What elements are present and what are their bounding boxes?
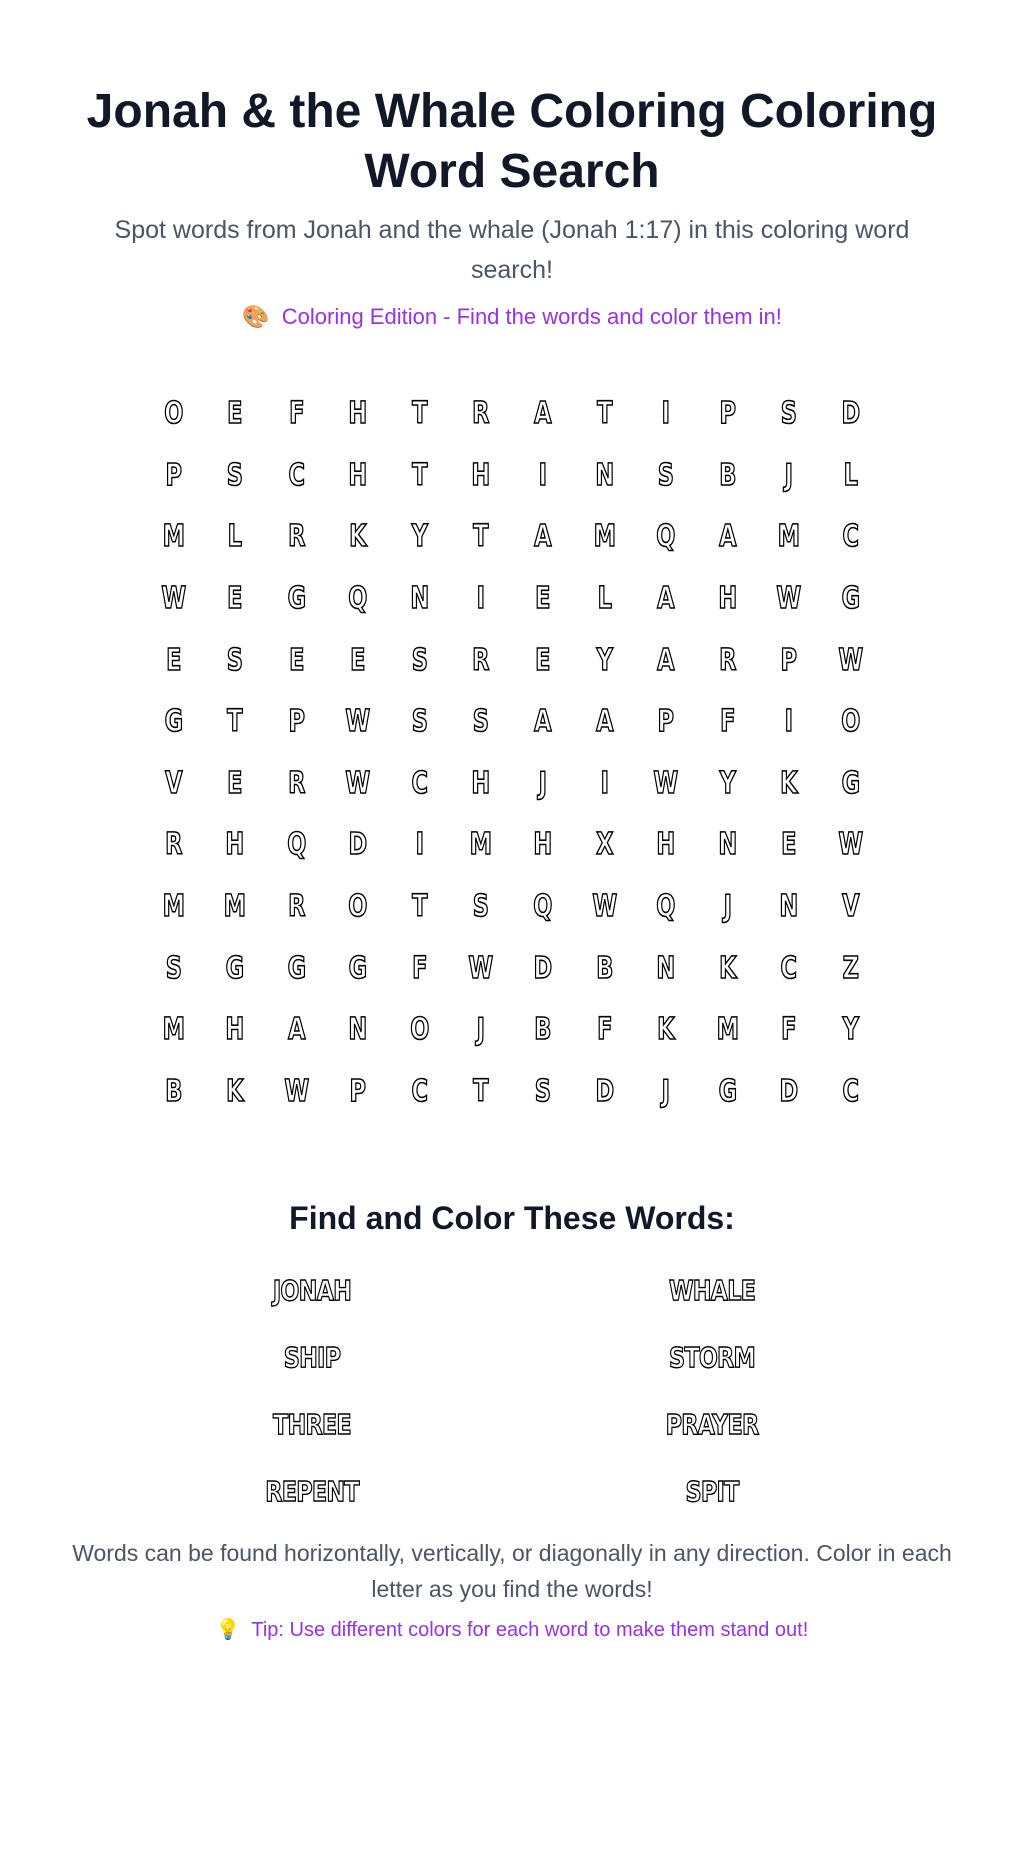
grid-cell[interactable]: I: [538, 457, 548, 493]
grid-cell[interactable]: D: [348, 827, 368, 863]
grid-cell[interactable]: P: [657, 704, 675, 740]
grid-cell[interactable]: S: [411, 642, 428, 678]
grid-cell[interactable]: F: [719, 704, 736, 740]
grid-cell[interactable]: C: [411, 1073, 428, 1109]
grid-cell[interactable]: H: [471, 457, 491, 493]
grid-cell[interactable]: M: [778, 519, 801, 555]
grid-cell[interactable]: E: [781, 827, 797, 863]
grid-cell[interactable]: B: [164, 1073, 182, 1109]
grid-cell[interactable]: Q: [533, 889, 553, 925]
grid-cell[interactable]: T: [473, 519, 489, 555]
grid-cell[interactable]: G: [718, 1073, 737, 1109]
grid-cell[interactable]: O: [163, 396, 183, 432]
grid-cell[interactable]: W: [284, 1073, 309, 1109]
grid-cell[interactable]: W: [838, 827, 864, 863]
grid-cell[interactable]: D: [595, 1073, 614, 1109]
grid-cell[interactable]: O: [410, 1012, 430, 1048]
grid-cell[interactable]: M: [223, 889, 247, 925]
word-item: THREE: [273, 1408, 351, 1442]
grid-cell[interactable]: S: [411, 704, 428, 740]
grid-cell[interactable]: W: [345, 704, 371, 740]
grid-cell[interactable]: D: [779, 1073, 799, 1109]
grid-cell[interactable]: Y: [719, 765, 736, 801]
grid-cell[interactable]: M: [162, 889, 185, 925]
grid-cell[interactable]: N: [779, 889, 799, 925]
grid-cell[interactable]: A: [534, 396, 552, 432]
edition-text: Coloring Edition - Find the words and color them in!: [281, 304, 782, 329]
grid-cell[interactable]: V: [164, 765, 183, 801]
grid-cell[interactable]: A: [595, 704, 614, 740]
grid-cell[interactable]: P: [165, 457, 182, 493]
grid-cell[interactable]: G: [287, 950, 306, 986]
grid-cell[interactable]: R: [287, 765, 306, 801]
grid-cell[interactable]: S: [473, 704, 490, 740]
grid-cell[interactable]: F: [411, 950, 428, 986]
grid-cell[interactable]: Y: [411, 519, 428, 555]
palette-icon: 🎨: [242, 304, 270, 329]
grid-cell[interactable]: A: [534, 519, 552, 555]
grid-cell[interactable]: P: [349, 1073, 367, 1109]
grid-cell[interactable]: F: [596, 1012, 613, 1048]
grid-cell[interactable]: Y: [842, 1012, 859, 1048]
grid-cell[interactable]: N: [348, 1012, 368, 1048]
word-item: SHIP: [283, 1341, 341, 1375]
grid-cell[interactable]: B: [719, 457, 737, 493]
page-title: Jonah & the Whale Coloring Coloring Word Search: [86, 85, 938, 198]
page: [62, 82, 962, 1642]
word-item: PRAYER: [665, 1408, 759, 1442]
word-list-title: Find and Color These Words:: [289, 1200, 735, 1237]
grid-cell[interactable]: W: [160, 581, 186, 617]
grid-cell[interactable]: H: [533, 827, 553, 863]
grid-cell[interactable]: H: [225, 827, 245, 863]
grid-cell[interactable]: C: [842, 519, 860, 555]
grid-cell[interactable]: D: [533, 950, 553, 986]
grid-cell[interactable]: T: [411, 889, 428, 925]
grid-cell[interactable]: A: [657, 581, 675, 617]
grid-cell[interactable]: W: [776, 581, 802, 617]
grid-cell[interactable]: Q: [656, 889, 676, 925]
grid-cell[interactable]: I: [415, 827, 424, 863]
grid-cell[interactable]: C: [780, 950, 798, 986]
grid-cell[interactable]: O: [348, 889, 368, 925]
grid-cell[interactable]: E: [227, 765, 243, 801]
instructions: Words can be found horizontally, vertically, or diagonally in any direction. Color in each letter as you find the words!: [72, 1540, 952, 1603]
grid-cell[interactable]: G: [225, 950, 245, 986]
grid-cell[interactable]: S: [781, 396, 798, 432]
grid-cell[interactable]: Q: [656, 519, 676, 555]
grid-cell[interactable]: G: [287, 581, 306, 617]
grid-cell[interactable]: B: [534, 1012, 552, 1048]
grid-cell[interactable]: T: [227, 704, 243, 740]
edition-banner: [62, 304, 962, 330]
grid-cell[interactable]: T: [411, 457, 428, 493]
tip-text: Tip: Use different colors for each word to make them stand out!: [251, 1619, 809, 1642]
grid-cell[interactable]: K: [780, 765, 798, 801]
grid-cell[interactable]: W: [653, 765, 679, 801]
grid-cell[interactable]: B: [595, 950, 614, 986]
grid-cell[interactable]: E: [535, 642, 551, 678]
grid-cell[interactable]: E: [165, 642, 181, 678]
grid-cell[interactable]: M: [162, 519, 185, 555]
grid-cell[interactable]: G: [841, 581, 861, 617]
grid-cell[interactable]: N: [410, 581, 430, 617]
word-item: REPENT: [265, 1475, 359, 1509]
grid-cell[interactable]: J: [785, 457, 794, 493]
page-subtitle: Spot words from Jonah and the whale (Jonah 1:17) in this coloring word search!: [114, 216, 910, 284]
grid-cell[interactable]: W: [345, 765, 371, 801]
grid-cell[interactable]: H: [225, 1012, 245, 1048]
grid-cell[interactable]: R: [472, 642, 490, 678]
grid-cell[interactable]: R: [472, 396, 490, 432]
grid-cell[interactable]: I: [600, 765, 609, 801]
grid-cell[interactable]: I: [477, 581, 486, 617]
grid-cell[interactable]: O: [841, 704, 861, 740]
grid-cell[interactable]: R: [164, 827, 182, 863]
grid-cell[interactable]: H: [348, 457, 368, 493]
grid-cell[interactable]: J: [477, 1012, 486, 1048]
grid-cell[interactable]: V: [842, 889, 860, 925]
grid-cell[interactable]: N: [595, 457, 614, 493]
grid-cell[interactable]: F: [781, 1012, 797, 1048]
grid-cell[interactable]: R: [287, 889, 306, 925]
word-list: [62, 1257, 962, 1525]
grid-cell[interactable]: P: [780, 642, 798, 678]
grid-cell[interactable]: Z: [842, 950, 859, 986]
grid-cell[interactable]: L: [597, 581, 612, 617]
grid-cell[interactable]: M: [470, 827, 493, 863]
grid-cell[interactable]: T: [596, 396, 613, 432]
grid-cell[interactable]: E: [288, 642, 305, 678]
grid-cell[interactable]: A: [287, 1012, 306, 1048]
grid-cell[interactable]: S: [165, 950, 182, 986]
grid-cell[interactable]: G: [164, 704, 183, 740]
grid-cell[interactable]: M: [716, 1012, 739, 1048]
grid-cell[interactable]: H: [348, 396, 368, 432]
grid-cell[interactable]: J: [723, 889, 732, 925]
grid-cell[interactable]: C: [288, 457, 305, 493]
grid-cell[interactable]: X: [595, 827, 614, 863]
word-item: JONAH: [272, 1274, 352, 1308]
grid-cell[interactable]: S: [657, 457, 675, 493]
grid-cell[interactable]: F: [288, 396, 305, 432]
grid-cell[interactable]: L: [843, 457, 858, 493]
word-item: SPIT: [685, 1475, 739, 1509]
word-item: WHALE: [668, 1274, 756, 1308]
grid-cell[interactable]: K: [718, 950, 737, 986]
grid-cell[interactable]: E: [535, 581, 551, 617]
grid-cell[interactable]: L: [227, 519, 243, 555]
grid-cell[interactable]: H: [471, 765, 491, 801]
grid-cell[interactable]: S: [473, 889, 490, 925]
grid-cell[interactable]: K: [349, 519, 367, 555]
grid-cell[interactable]: N: [656, 950, 676, 986]
grid-cell[interactable]: E: [227, 396, 243, 432]
grid-cell[interactable]: D: [841, 396, 861, 432]
lightbulb-icon: 💡: [215, 1619, 241, 1642]
grid-cell[interactable]: A: [534, 704, 552, 740]
grid-cell[interactable]: P: [719, 396, 736, 432]
grid-cell[interactable]: Q: [348, 581, 368, 617]
grid-cell[interactable]: T: [411, 396, 428, 432]
grid-cell[interactable]: J: [538, 765, 548, 801]
tip: [62, 1617, 962, 1642]
grid-cell[interactable]: N: [718, 827, 738, 863]
grid-cell[interactable]: T: [473, 1073, 489, 1109]
grid-cell[interactable]: A: [718, 519, 737, 555]
grid-cell[interactable]: H: [656, 827, 676, 863]
grid-cell[interactable]: R: [718, 642, 737, 678]
grid-cell[interactable]: M: [593, 519, 616, 555]
word-item: STORM: [669, 1341, 755, 1375]
grid-cell[interactable]: M: [162, 1012, 185, 1048]
grid-cell[interactable]: G: [841, 765, 861, 801]
grid-cell[interactable]: S: [226, 457, 243, 493]
grid-cell[interactable]: S: [534, 1073, 551, 1109]
grid-cell[interactable]: K: [657, 1012, 675, 1048]
grid-cell[interactable]: I: [785, 704, 794, 740]
grid-cell[interactable]: E: [227, 581, 243, 617]
grid-cell[interactable]: E: [350, 642, 366, 678]
grid-cell[interactable]: W: [838, 642, 864, 678]
grid-cell[interactable]: P: [288, 704, 305, 740]
grid-cell[interactable]: R: [287, 519, 306, 555]
grid-cell[interactable]: W: [468, 950, 494, 986]
word-search-grid: [143, 383, 882, 1122]
grid-cell[interactable]: Q: [286, 827, 307, 863]
grid-cell[interactable]: G: [348, 950, 368, 986]
grid-cell[interactable]: S: [226, 642, 243, 678]
grid-cell[interactable]: A: [657, 642, 675, 678]
grid-cell[interactable]: H: [718, 581, 738, 617]
grid-cell[interactable]: I: [661, 396, 671, 432]
grid-cell[interactable]: Y: [596, 642, 613, 678]
grid-cell[interactable]: J: [661, 1073, 671, 1109]
grid-cell[interactable]: C: [411, 765, 428, 801]
grid-cell[interactable]: K: [226, 1073, 244, 1109]
grid-cell[interactable]: C: [842, 1073, 860, 1109]
grid-cell[interactable]: W: [592, 889, 617, 925]
